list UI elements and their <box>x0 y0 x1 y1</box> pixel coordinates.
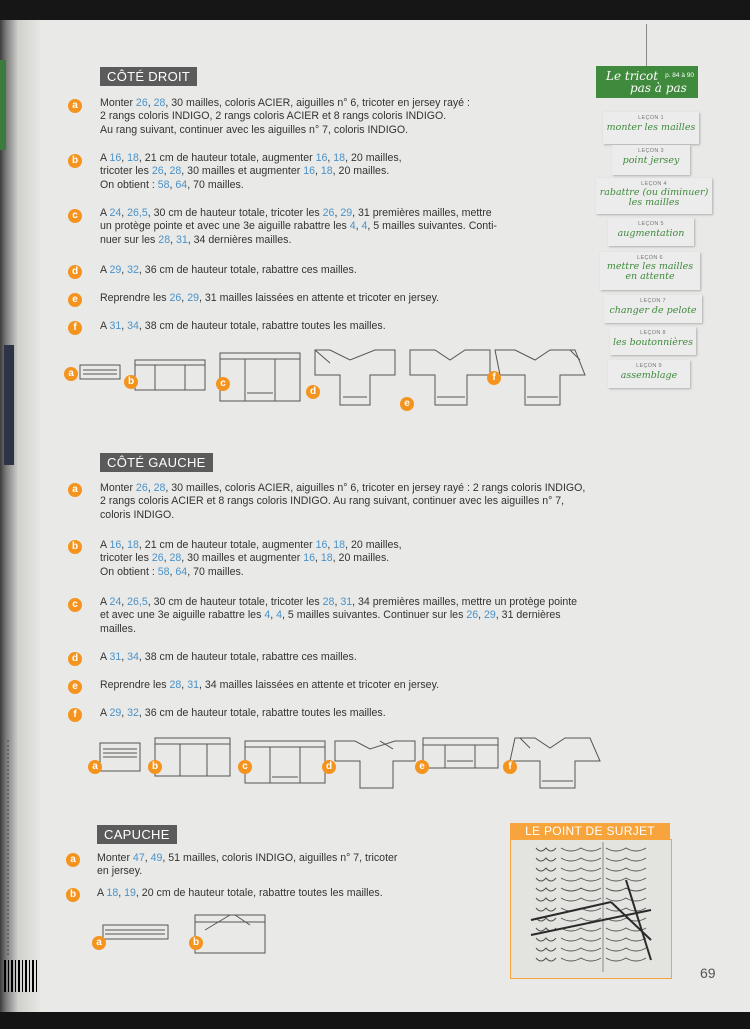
section-title-cote-gauche: CÔTÉ GAUCHE <box>100 453 213 472</box>
step-text: A 16, 18, 21 cm de hauteur totale, augmenter 16, 18, 20 mailles, tricoter les 26, 28, 30 mailles et augmenter 16, 18, 20 mailles. On obtient : 58, 64, 70 mailles. <box>100 539 402 578</box>
step-marker-a: a <box>66 853 80 867</box>
step-text: A 29, 32, 36 cm de hauteur totale, rabattre ces mailles. <box>100 264 357 276</box>
lesson-card <box>603 112 699 144</box>
diagram-marker-b: b <box>189 936 203 950</box>
lesson-name: assemblage <box>620 370 678 381</box>
lesson-label: LEÇON 4 <box>641 181 667 187</box>
step-text: A 31, 34, 38 cm de hauteur totale, rabattre ces mailles. <box>100 651 357 663</box>
step-marker-f: f <box>68 708 82 722</box>
lesson-card <box>608 360 690 388</box>
header-line2: pas à pas <box>630 81 687 95</box>
step-marker-d: d <box>68 652 82 666</box>
lesson-card <box>608 218 694 246</box>
diagram-marker-a: a <box>64 367 78 381</box>
step-marker-e: e <box>68 293 82 307</box>
lesson-name: mettre les mailles en attente <box>606 261 694 282</box>
lesson-label: LEÇON 8 <box>640 330 666 336</box>
diagram-marker-c: c <box>238 760 252 774</box>
step-text: A 31, 34, 38 cm de hauteur totale, rabattre toutes les mailles. <box>100 320 386 332</box>
step-marker-a: a <box>68 483 82 497</box>
section-title-cote-droit: CÔTÉ DROIT <box>100 67 197 86</box>
step-marker-c: c <box>68 598 82 612</box>
page-number: 69 <box>700 965 716 981</box>
diagram-marker-d: d <box>306 385 320 399</box>
bottom-dark-band <box>0 1012 750 1029</box>
lesson-card <box>604 295 702 323</box>
diagram-marker-a: a <box>92 936 106 950</box>
lesson-label: LEÇON 6 <box>637 255 663 261</box>
step-text: Monter 47, 49, 51 mailles, coloris INDIGO, aiguilles n° 7, tricoter en jersey. <box>97 852 398 878</box>
lesson-name: rabattre (ou diminuer) les mailles <box>599 187 709 208</box>
step-marker-a: a <box>68 99 82 113</box>
step-text: A 24, 26,5, 30 cm de hauteur totale, tricoter les 28, 31, 34 premières mailles, mettre un protège pointe et avec une 3e aiguille rabattre les 4, 4, 5 mailles suivantes. Continuer sur les 26, 29, 31 dernières mailles. <box>100 596 578 635</box>
knitting-diagram-row <box>95 910 275 955</box>
left-blue-mark <box>4 345 14 465</box>
step-text: Reprendre les 26, 29, 31 mailles laissées en attente et tricoter en jersey. <box>100 292 440 304</box>
lesson-card <box>610 327 696 355</box>
point-surjet-title: LE POINT DE SURJET <box>510 823 670 839</box>
lesson-card <box>596 178 712 214</box>
diagram-marker-b: b <box>148 760 162 774</box>
left-green-mark <box>0 60 6 150</box>
diagram-marker-e: e <box>415 760 429 774</box>
lesson-name: monter les mailles <box>606 122 696 133</box>
step-marker-e: e <box>68 680 82 694</box>
step-text: A 16, 18, 21 cm de hauteur totale, augmenter 16, 18, 20 mailles, tricoter les 26, 28, 30 mailles et augmenter 16, 18, 20 mailles. On obtient : 58, 64, 70 mailles. <box>100 152 402 191</box>
lesson-label: LEÇON 3 <box>638 148 664 154</box>
top-dark-band <box>0 0 750 20</box>
step-text: A 18, 19, 20 cm de hauteur totale, rabattre toutes les mailles. <box>97 887 383 899</box>
lesson-card <box>612 145 690 175</box>
lesson-name: les boutonnières <box>613 337 693 348</box>
diagram-marker-a: a <box>88 760 102 774</box>
diagram-marker-f: f <box>503 760 517 774</box>
step-text: Monter 26, 28, 30 mailles, coloris ACIER, aiguilles n° 6, tricoter en jersey rayé : 2 rangs coloris INDIGO, 2 rangs coloris ACIER et 8 rangs coloris INDIGO. Au rang suivant, continuer avec les aiguilles n° 7, coloris INDIGO. <box>100 482 586 521</box>
lesson-name: changer de pelote <box>609 305 697 316</box>
step-marker-d: d <box>68 265 82 279</box>
lesson-label: LEÇON 1 <box>638 115 664 121</box>
lesson-name: point jersey <box>622 155 680 166</box>
left-dotted-line <box>7 740 13 955</box>
step-text: A 29, 32, 36 cm de hauteur totale, rabattre toutes les mailles. <box>100 707 386 719</box>
step-marker-b: b <box>68 540 82 554</box>
barcode-icon <box>4 960 38 992</box>
lesson-name: augmentation <box>617 228 685 239</box>
lesson-label: LEÇON 7 <box>640 298 666 304</box>
sidebar-connector-line <box>646 24 647 66</box>
diagram-marker-f: f <box>487 371 501 385</box>
diagram-marker-c: c <box>216 377 230 391</box>
step-text: Monter 26, 28, 30 mailles, coloris ACIER, aiguilles n° 6, tricoter en jersey rayé : 2 rangs coloris INDIGO, 2 rangs coloris ACIER et 8 rangs coloris INDIGO. Au rang suivant, continuer avec les aiguilles n° 7, coloris INDIGO. <box>100 97 470 136</box>
tricot-pas-a-pas-header <box>596 66 698 98</box>
lesson-card <box>600 252 700 290</box>
point-surjet-illustration <box>510 839 672 979</box>
header-line1: Le tricot <box>606 69 659 83</box>
diagram-marker-d: d <box>322 760 336 774</box>
knitting-diagram-row <box>92 733 605 793</box>
step-marker-b: b <box>66 888 80 902</box>
lesson-label: LEÇON 9 <box>636 363 662 369</box>
section-title-capuche: CAPUCHE <box>97 825 177 844</box>
step-text: Reprendre les 28, 31, 34 mailles laissées en attente et tricoter en jersey. <box>100 679 440 691</box>
diagram-marker-e: e <box>400 397 414 411</box>
knitting-diagram-row <box>68 345 595 410</box>
step-marker-c: c <box>68 209 82 223</box>
step-marker-b: b <box>68 154 82 168</box>
step-marker-f: f <box>68 321 82 335</box>
header-pages: p. 84 à 90 <box>665 72 694 79</box>
lesson-label: LEÇON 5 <box>638 221 664 227</box>
diagram-marker-b: b <box>124 375 138 389</box>
binding-shadow <box>0 20 40 1012</box>
step-text: A 24, 26,5, 30 cm de hauteur totale, tricoter les 26, 29, 31 premières mailles, mettre un protège pointe et avec une 3e aiguille rabattre les 4, 4, 5 mailles suivantes. Conti- nuer sur les 28, 31, 34 dernières mailles. <box>100 207 497 246</box>
